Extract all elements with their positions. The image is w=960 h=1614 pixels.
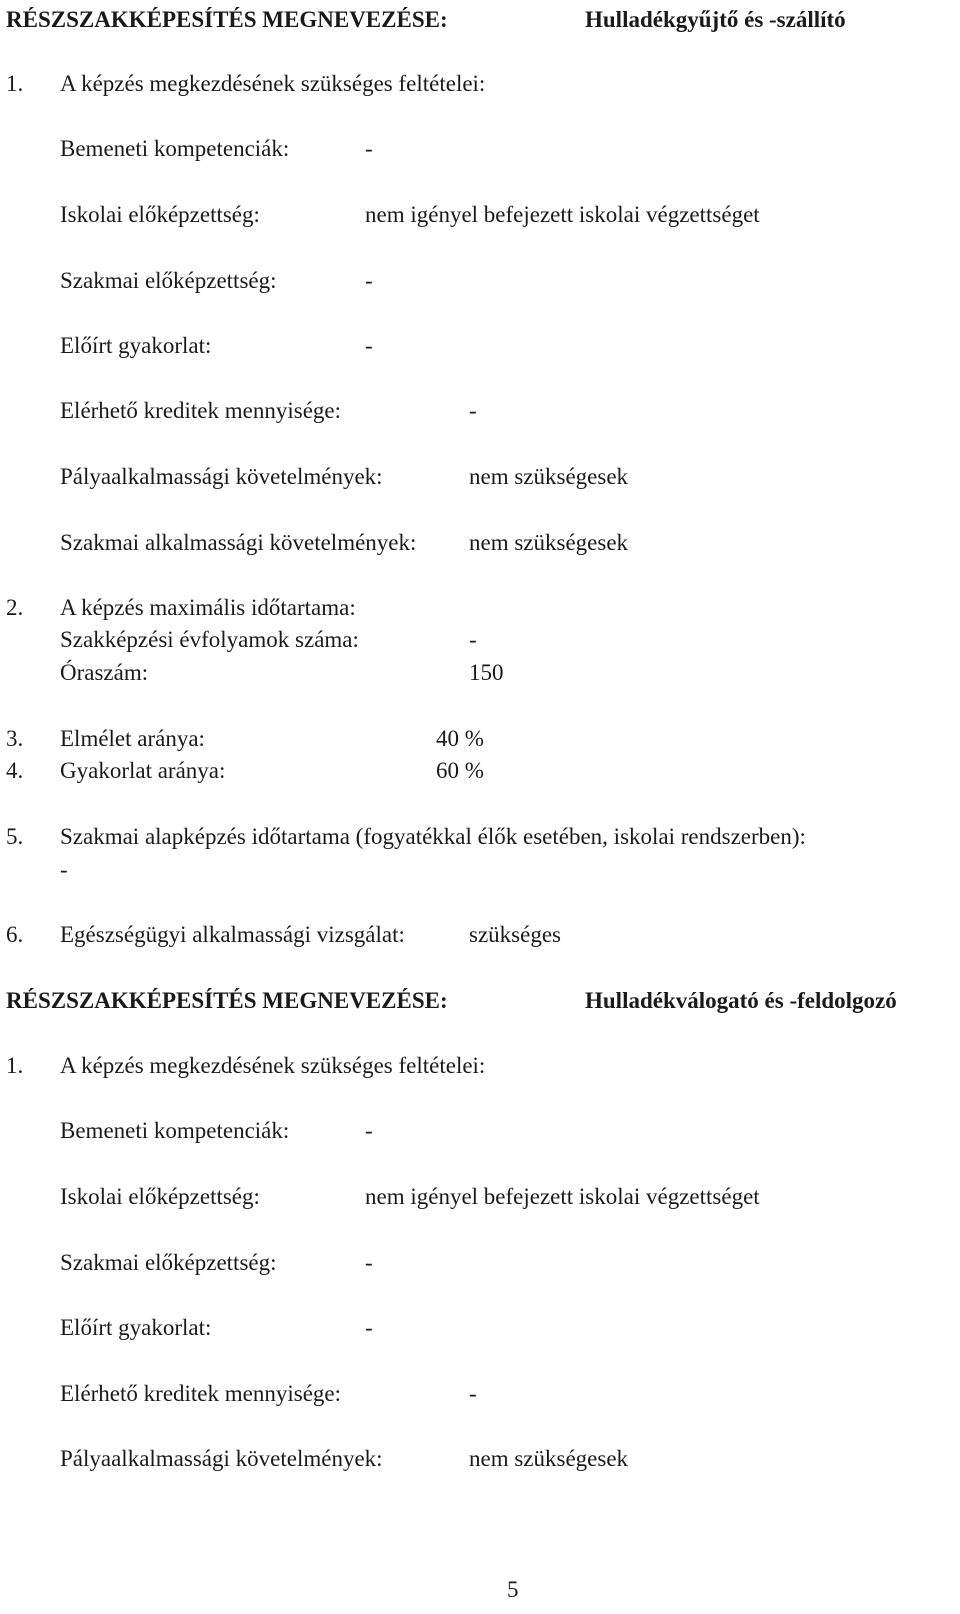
section-1-item-2-title: A képzés maximális időtartama: [60, 595, 356, 620]
field-value: - [469, 398, 477, 423]
field-value: - [365, 1250, 373, 1275]
field-label: Elmélet aránya: [60, 726, 205, 751]
field-value: 60 % [436, 758, 484, 783]
field-value: nem szükségesek [469, 1446, 629, 1471]
section-1-item-1-number: 1. [6, 71, 24, 96]
field-label: Szakmai alkalmassági követelmények: [60, 530, 417, 555]
field-value: 150 [469, 660, 504, 685]
section-1-item-5-number: 5. [6, 824, 24, 849]
field-label: Óraszám: [60, 660, 149, 685]
field-value: 40 % [436, 726, 484, 751]
field-label: Gyakorlat aránya: [60, 758, 226, 783]
field-value: nem szükségesek [469, 464, 629, 489]
section-1-heading-value: Hulladékgyűjtő és -szállító [585, 7, 846, 32]
field-label: Iskolai előképzettség: [60, 202, 260, 227]
field-label: Iskolai előképzettség: [60, 1184, 260, 1209]
field-value: - [365, 136, 373, 161]
field-label: Szakképzési évfolyamok száma: [60, 627, 359, 652]
section-2-item-1-title: A képzés megkezdésének szükséges feltételei: [60, 1053, 486, 1078]
field-label: Pályaalkalmassági követelmények: [60, 1446, 383, 1471]
field-value: - [365, 268, 373, 293]
field-label: Szakmai előképzettség: [60, 1250, 277, 1275]
field-value: - [365, 1118, 373, 1143]
field-label: Szakmai előképzettség: [60, 268, 277, 293]
section-1-item-2-number: 2. [6, 595, 24, 620]
page-number: 5 [507, 1577, 519, 1602]
field-label: Elérhető kreditek mennyisége: [60, 398, 342, 423]
field-label: Előírt gyakorlat: [60, 1315, 212, 1340]
field-label: Bemeneti kompetenciák: [60, 1118, 290, 1143]
field-value: nem szükségesek [469, 530, 629, 555]
field-label: Pályaalkalmassági követelmények: [60, 464, 383, 489]
field-value: - [365, 1315, 373, 1340]
field-label: Előírt gyakorlat: [60, 333, 212, 358]
section-1-item-4-number: 4. [6, 758, 24, 783]
section-1-item-3-number: 3. [6, 726, 24, 751]
field-value: nem igényel befejezett iskolai végzettséget [365, 202, 760, 227]
field-label: Egészségügyi alkalmassági vizsgálat: [60, 922, 405, 947]
section-1-item-1-title: A képzés megkezdésének szükséges feltételei: [60, 71, 486, 96]
section-1-item-6-number: 6. [6, 922, 24, 947]
field-value: nem igényel befejezett iskolai végzettséget [365, 1184, 760, 1209]
field-value: - [60, 857, 68, 882]
field-label: Bemeneti kompetenciák: [60, 136, 290, 161]
section-2-item-1-number: 1. [6, 1053, 24, 1078]
section-1-heading-label: RÉSZSZAKKÉPESÍTÉS MEGNEVEZÉSE: [6, 7, 448, 32]
field-value: - [365, 333, 373, 358]
field-value: szükséges [469, 922, 561, 947]
section-2-heading-value: Hulladékválogató és -feldolgozó [585, 988, 897, 1013]
field-label: Szakmai alapképzés időtartama (fogyatékkal élők esetében, iskolai rendszerben): [60, 824, 806, 849]
field-value: - [469, 1381, 477, 1406]
field-value: - [469, 627, 477, 652]
section-2-heading-label: RÉSZSZAKKÉPESÍTÉS MEGNEVEZÉSE: [6, 988, 448, 1013]
field-label: Elérhető kreditek mennyisége: [60, 1381, 342, 1406]
